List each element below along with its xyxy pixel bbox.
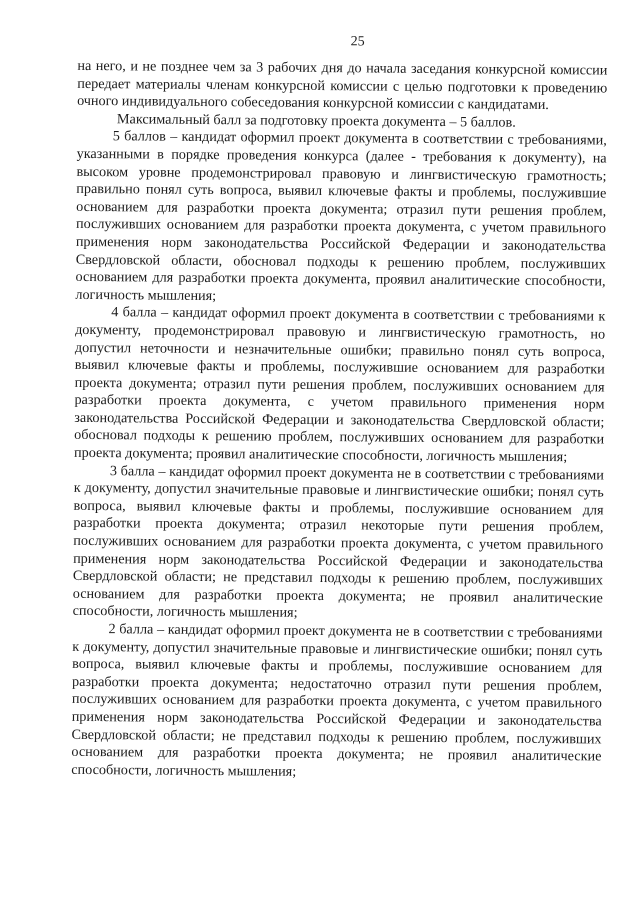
paragraph-score-3: 3 балла – кандидат оформил проект документа не в соответствии с требованиями к документу, допустил значительные правовые и лингвистические ошибки; понял суть вопроса, выявил ключевые факты и проблемы, послужившие основанием для разработки проекта документа; отразил некоторые пути решения проблем, послуживших основанием для разработки проекта документа, с учетом правильного применения норм законодательства Российской Федерации и законодательства Свердловской области; не представил подходы к решению проблем, послуживших основанием для разработки проекта документа; не проявил аналитические способности, логичность мышления; bbox=[72, 462, 604, 622]
paragraph-score-4: 4 балла – кандидат оформил проект документа в соответствии с требованиями к документу, продемонстрировал правовую и лингвистическую грамотность, но допустил неточности и незначительные ошибки; правильно понял суть вопроса, выявил ключевые факты и проблемы, послужившие основанием для разработки проекта документа; отразил пути решения проблем, послуживших основанием для разработки проекта документа, с учетом правильного применения норм законодательства Российской Федерации и законодательства Свердловской области; обосновал подходы к решению проблем, послуживших основанием для разработки проекта документа; проявил аналитические способности, логичность мышления; bbox=[73, 304, 606, 466]
page-number: 25 bbox=[350, 34, 365, 50]
paragraph-continuation: на него, и не позднее чем за 3 рабочих дня до начала заседания конкурсной комиссии передает материалы членам конкурсной комиссии с целью подготовки к проведению очного индивидуального собеседования конкурсной комиссии с кандидатами. bbox=[77, 57, 608, 114]
paragraph-score-5: 5 баллов – кандидат оформил проект документа в соответствии с требованиями, указанными в порядке проведения конкурса (далее - требования к документу), на высоком уровне продемонстрировал правовую и лингвистическую грамотность; правильно понял суть вопроса, выявил ключевые факты и проблемы, послужившие основанием для разработки проекта документа; отразил пути решения проблем, послуживших основанием для разработки проекта документа, с учетом правильного применения норм законодательства Российской Федерации и законодательства Свердловской области, обосновал подходы к решению проблем, послуживших основанием для разработки проекта документа, проявил аналитические способности, логичность мышления; bbox=[75, 128, 607, 304]
paragraph-max-score: Максимальный балл за подготовку проекта документа – 5 баллов. bbox=[116, 111, 516, 131]
paragraph-score-2: 2 балла – кандидат оформил проект документа не в соответствии с требованиями к документу, допустил значительные правовые и лингвистические ошибки; понял суть вопроса, выявил ключевые факты и проблемы, послужившие основанием для разработки проекта документа; недостаточно отразил пути решения проблем, послуживших основанием для разработки проекта документа, с учетом правильного применения норм законодательства Российской Федерации и законодательства Свердловской области; не представил подходы к решению проблем, послуживших основанием для разработки проекта документа; не проявил аналитические способности, логичность мышления; bbox=[71, 621, 603, 780]
document-body bbox=[71, 58, 607, 784]
